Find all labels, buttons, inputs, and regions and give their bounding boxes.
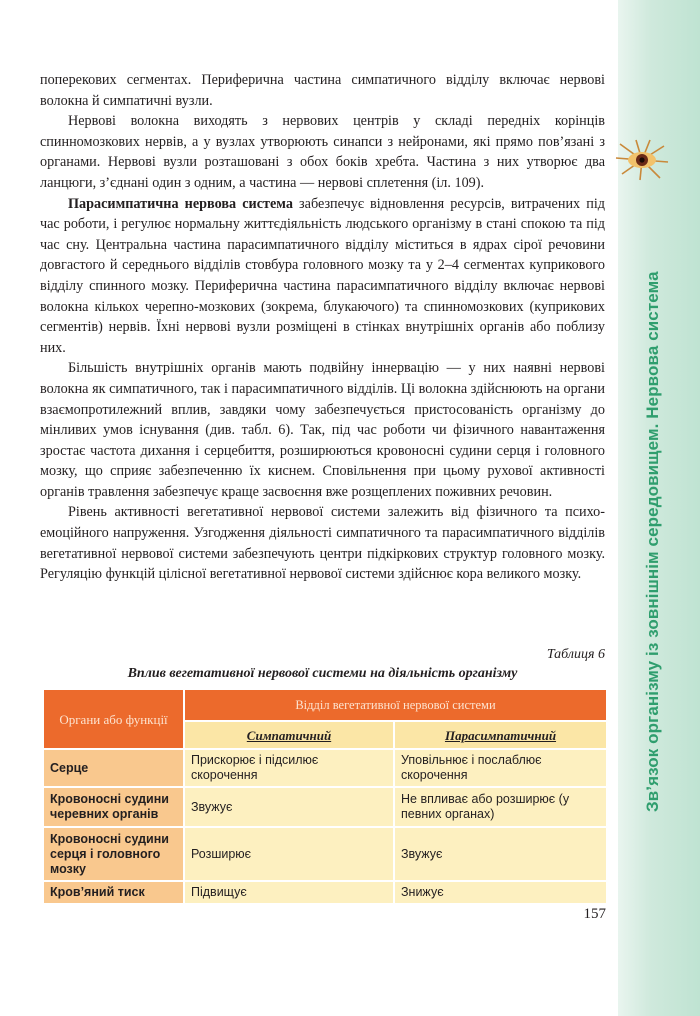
row-parasympathetic: Уповільнює і послаблює скорочення xyxy=(394,749,606,787)
body-text xyxy=(40,70,605,585)
row-organ: Кровоносні судини серця і головного мозку xyxy=(44,827,184,881)
eye-icon xyxy=(614,138,670,182)
header-department: Відділ вегетативної нервової системи xyxy=(184,690,606,721)
header-parasympathetic: Парасимпатичний xyxy=(394,721,606,749)
row-sympathetic: Розширює xyxy=(184,827,394,881)
term-bold: Парасимпатична нервова система xyxy=(68,195,293,212)
chapter-side-title: Зв’язок організму із зовнішнім середовищем. Нервова система xyxy=(643,271,662,812)
table-title: Вплив вегетативної нервової системи на діяльність організму xyxy=(127,666,518,681)
paragraph: Більшість внутрішніх органів мають подвійну іннервацію — у них наявні нервові волокна як симпатичного, так і парасимпатичного відділів. Ці волокна здійснюють на органи взаємопротилежний вплив, завдяки чому забезпечується пристосованість організму до мінливих умов існування (див. табл. 6). Так, під час роботи чи фізичного навантаження зростає частота дихання і серцебиття, розширюються кровоносні судини серця і головного мозку, що сприяє забезпеченню їх киснем. Сповільнення при цьому рухової активності органів травлення забезпечує краще засвоєння вже розщеплених поживних речовин. xyxy=(40,360,605,500)
row-parasympathetic: Звужує xyxy=(394,827,606,881)
table-row xyxy=(44,881,606,903)
row-organ: Кров’яний тиск xyxy=(44,881,184,903)
row-sympathetic: Звужує xyxy=(184,787,394,827)
row-parasympathetic: Не впливає або розширює (у певних органах) xyxy=(394,787,606,827)
paragraph: Парасимпатична нервова система забезпечує відновлення ресурсів, витрачених під час роботи, і регулює нормальну життєдіяльність людського організму в стані спокою та під час сну. Центральна частина парасимпатичного відділу міститься в ядрах сірої речовини довгастого й середнього відділів стовбура головного мозку та у 2–4 сегментах куприкового відділу спинного мозку. Периферична частина парасимпатичного відділу включає нервові волокна кількох черепно-мозкових (зокрема, блукаючого) та спинномозкових (куприкових сегментів) нервів. Їхні нервові вузли розміщені в стінках внутрішніх органів або поблизу них. xyxy=(40,195,605,356)
paragraph: Нервові волокна виходять з нервових центрів у складі передніх корінців спинномозкових нервів, а у вузлах утворюють синапси з нейронами, які прямо пов’язані з органами. Нервові вузли розташовані з обох боків хребта. Частина з них утворює два ланцюги, з’єднані один з одним, а частина — нервові сплетення (іл. 109). xyxy=(40,113,605,191)
page-number: 157 xyxy=(583,906,606,922)
effects-table xyxy=(44,690,606,903)
row-sympathetic: Підвищує xyxy=(184,881,394,903)
paragraph: Рівень активності вегетативної нервової системи залежить від фізичного та психо-емоційного напруження. Узгодження діяльності симпатичного та парасимпатичного відділів вегетативної нервової системи забезпечують центри підкіркових структур головного мозку. Регуляцію функцій цілісної вегетативної нервової системи здійснює кора великого мозку. xyxy=(40,504,605,583)
row-sympathetic: Прискорює і підсилює скорочення xyxy=(184,749,394,787)
table-caption: Таблиця 6 xyxy=(546,647,605,662)
header-sympathetic: Симпатичний xyxy=(184,721,394,749)
table-row xyxy=(44,787,606,827)
row-organ: Кровоносні судини черевних органів xyxy=(44,787,184,827)
table-row xyxy=(44,827,606,881)
table-row xyxy=(44,749,606,787)
row-parasympathetic: Знижує xyxy=(394,881,606,903)
paragraph: поперекових сегментах. Периферична частина симпатичного відділу включає нервові волокна й симпатичні вузли. xyxy=(40,72,605,109)
header-organs: Органи або функції xyxy=(44,690,184,749)
row-organ: Серце xyxy=(44,749,184,787)
